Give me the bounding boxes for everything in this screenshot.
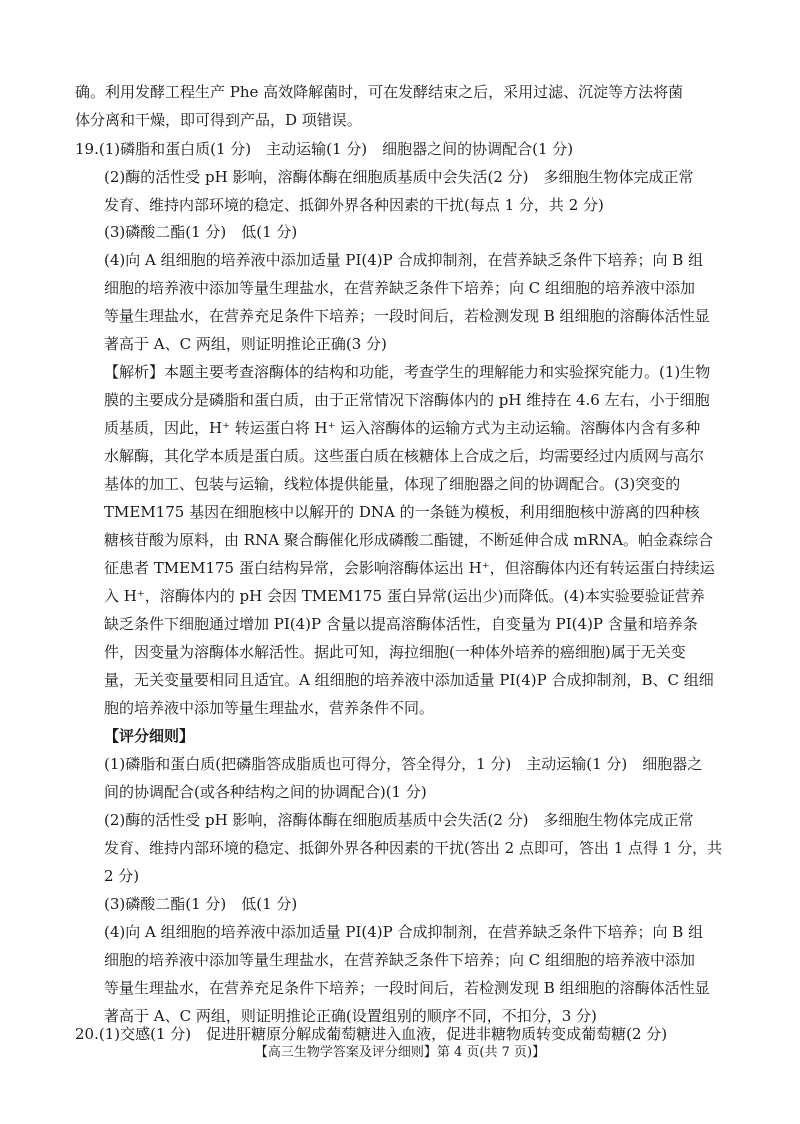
scoring-heading: 【评分细则】	[104, 727, 195, 745]
text-line: 著高于 A、C 两组，则证明推论正确(3 分)	[104, 335, 387, 353]
text-line: 征患者 TMEM175 蛋白结构异常，会影响溶酶体运出 H⁺，但溶酶体内还有转运蛋白持续运	[104, 559, 715, 577]
text-line: 水解酶，其化学本质是蛋白质。这些蛋白质在核糖体上合成之后，均需要经过内质网与高尔	[104, 447, 705, 465]
text-line: 量，无关变量要相同且适宜。A 组细胞的培养液中添加适量 PI(4)P 合成抑制剂，B、C 组细	[104, 671, 714, 689]
text-line: 胞的培养液中添加等量生理盐水，营养条件不同。	[104, 699, 435, 717]
text-line: (3)磷酸二酯(1 分) 低(1 分)	[104, 223, 298, 241]
text-line: (2)酶的活性受 pH 影响，溶酶体酶在细胞质基质中会失活(2 分) 多细胞生物体完成正常	[104, 168, 694, 186]
text-line: (3)磷酸二酯(1 分) 低(1 分)	[104, 895, 298, 913]
text-line: 发育、维持内部环境的稳定、抵御外界各种因素的干扰(每点 1 分，共 2 分)	[104, 196, 604, 214]
text-line: 缺乏条件下细胞通过增加 PI(4)P 含量以提高溶酶体活性，自变量为 PI(4)P 含量和培养条	[104, 615, 698, 633]
text-line: 糖核苷酸为原料，由 RNA 聚合酶催化形成磷酸二酯键，不断延伸合成 mRNA。帕金森综合	[104, 531, 714, 549]
analysis-heading: 【解析】本题主要考查溶酶体的结构和功能，考查学生的理解能力和实验探究能力。(1)生物	[104, 363, 711, 381]
text-line: (4)向 A 组细胞的培养液中添加适量 PI(4)P 合成抑制剂，在营养缺乏条件下培养；向 B 组	[104, 251, 704, 269]
question-20-line: 20.(1)交感(1 分) 促进肝糖原分解成葡萄糖进入血液，促进非糖物质转变成葡萄糖(2 分)	[75, 1025, 668, 1043]
text-line: TMEM175 基因在细胞核中以解开的 DNA 的一条链为模板，利用细胞核中游离的四种核	[104, 503, 700, 521]
text-line: (1)磷脂和蛋白质(把磷脂答成脂质也可得分，答全得分，1 分) 主动运输(1 分) 细胞器之	[104, 755, 703, 773]
text-line: 体分离和干燥，即可得到产品，D 项错误。	[75, 111, 362, 129]
text-line: 2 分)	[104, 867, 140, 885]
text-line: 等量生理盐水，在营养充足条件下培养；一段时间后，若检测发现 B 组细胞的溶酶体活性显	[104, 979, 710, 997]
text-line: 基体的加工、包装与运输，线粒体提供能量，体现了细胞器之间的协调配合。(3)突变的	[104, 475, 681, 493]
text-line: 细胞的培养液中添加等量生理盐水，在营养缺乏条件下培养；向 C 组细胞的培养液中添加	[104, 279, 696, 297]
page-footer: 【高三生物学答案及评分细则】第 4 页(共 7 页)】	[254, 1045, 546, 1060]
text-line: (2)酶的活性受 pH 影响，溶酶体酶在细胞质基质中会失活(2 分) 多细胞生物体完成正常	[104, 811, 694, 829]
text-line: 件，因变量为溶酶体水解活性。据此可知，海拉细胞(一种体外培养的癌细胞)属于无关变	[104, 643, 686, 661]
text-line: 间的协调配合(或各种结构之间的协调配合)(1 分)	[104, 783, 427, 801]
question-19-line: 19.(1)磷脂和蛋白质(1 分) 主动运输(1 分) 细胞器之间的协调配合(1 分)	[75, 140, 574, 158]
text-line: 质基质，因此，H⁺ 转运蛋白将 H⁺ 运入溶酶体的运输方式为主动运输。溶酶体内含有多种	[104, 419, 701, 437]
text-line: 膜的主要成分是磷脂和蛋白质，由于正常情况下溶酶体内的 pH 维持在 4.6 左右，小于细胞	[104, 391, 710, 409]
text-line: (4)向 A 组细胞的培养液中添加适量 PI(4)P 合成抑制剂，在营养缺乏条件下培养；向 B 组	[104, 923, 704, 941]
text-line: 细胞的培养液中添加等量生理盐水，在营养缺乏条件下培养；向 C 组细胞的培养液中添加	[104, 951, 696, 969]
text-line: 确。利用发酵工程生产 Phe 高效降解菌时，可在发酵结束之后，采用过滤、沉淀等方法将菌	[75, 83, 684, 101]
text-line: 入 H⁺，溶酶体内的 pH 会因 TMEM175 蛋白异常(运出少)而降低。(4)本实验要验证营养	[104, 587, 705, 605]
text-line: 著高于 A、C 两组，则证明推论正确(设置组别的顺序不同，不扣分，3 分)	[104, 1007, 597, 1025]
text-line: 等量生理盐水，在营养充足条件下培养；一段时间后，若检测发现 B 组细胞的溶酶体活性显	[104, 307, 710, 325]
text-line: 发育、维持内部环境的稳定、抵御外界各种因素的干扰(答出 2 点即可，答出 1 点得 1 分，共	[104, 839, 723, 857]
